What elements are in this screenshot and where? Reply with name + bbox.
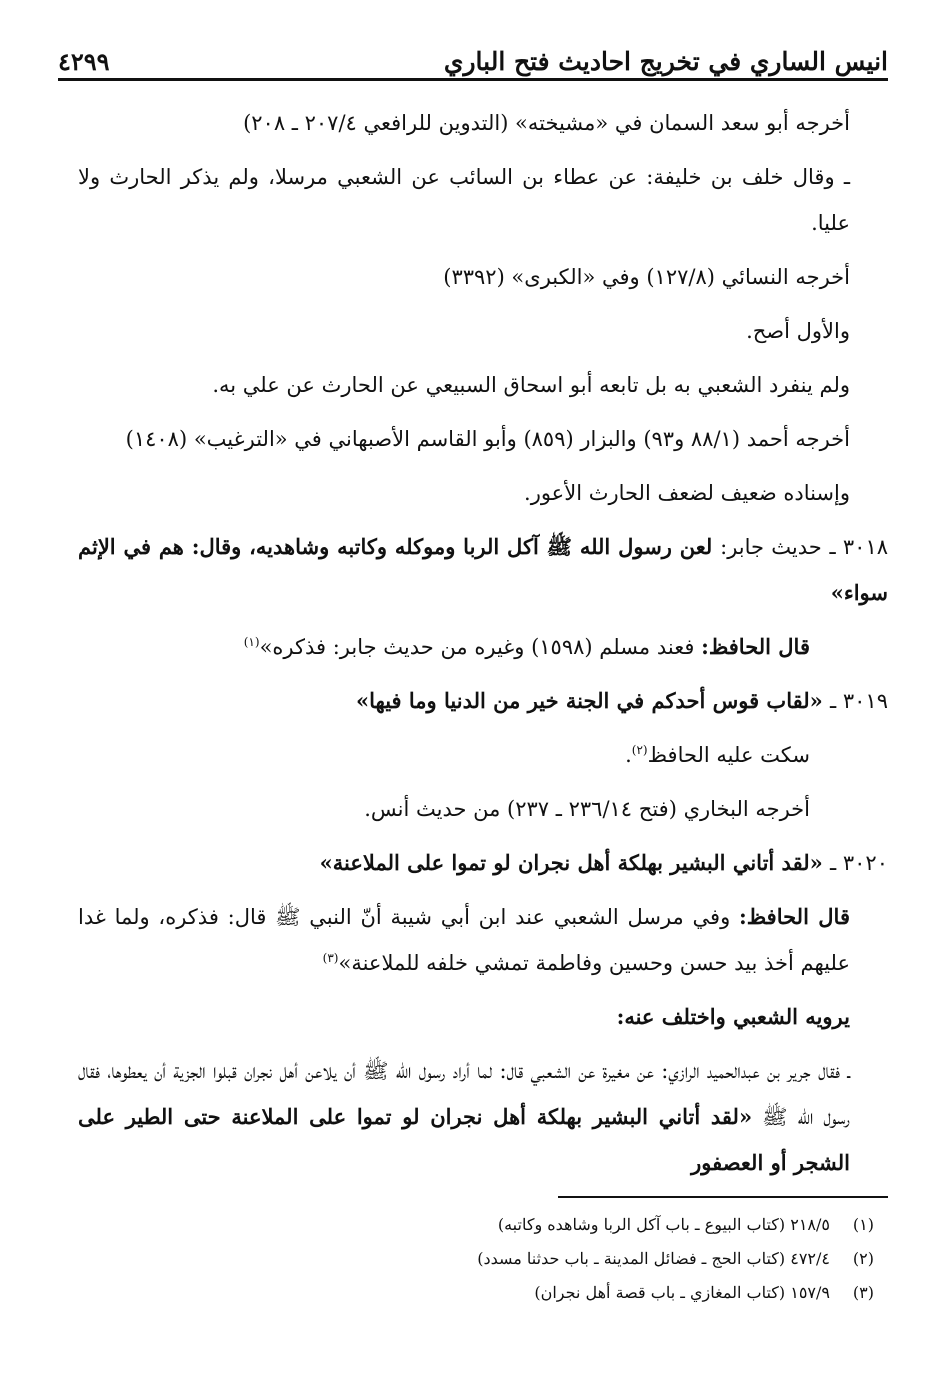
footnote-ref: (٢)	[631, 743, 648, 757]
paragraph-khalaf: ـ وقال خلف بن خليفة: عن عطاء بن السائب عن الشعبي مرسلا، ولم يذكر الحارث ولا عليا.	[78, 165, 850, 235]
footnote-ref: (١)	[243, 635, 260, 649]
hadith-3018	[78, 524, 888, 616]
hadith-number: ٣٠٢٠ ـ	[830, 851, 888, 875]
hadith-intro: حديث جابر:	[720, 535, 822, 559]
hafiz-comment-3020	[78, 894, 888, 986]
footnote-2	[78, 1242, 888, 1276]
subheading-ikhtilaf: يرويه الشعبي واختلف عنه:	[616, 1004, 850, 1029]
hadith-quote: «لقد أتاني البشير بهلكة أهل نجران لو تموا على الملاعنة حتى الطير على الشجر أو العصفور	[78, 1104, 850, 1175]
hadith-3020	[78, 840, 888, 886]
paragraph-verdict: والأول أصح.	[746, 319, 850, 343]
hafiz-label: قال الحافظ:	[701, 634, 810, 659]
hadith-3019	[78, 678, 888, 724]
footnote-number: (٢)	[852, 1249, 874, 1268]
footnote-ref: (٣)	[322, 951, 339, 965]
hafiz-text: وفي مرسل الشعبي عند ابن أبي شيبة أنّ النبي ﷺ قال: فذكره، ولما غدا عليهم أخذ بيد حسن وحسين وفاطمة تمشي خلفه للملاعنة»	[78, 905, 850, 975]
hafiz-text: فعند مسلم (١٥٩٨) وغيره من حديث جابر: فذكره»	[259, 635, 695, 659]
paragraph-jarir	[78, 1048, 888, 1186]
hafiz-note-3019: سكت عليه الحافظ$^{(٢)}$.	[625, 743, 810, 767]
hadith-text: «لقاب قوس أحدكم في الجنة خير من الدنيا وما فيها»	[356, 688, 823, 713]
hafiz-comment-3018	[78, 624, 888, 670]
footnote-number: (٣)	[852, 1283, 874, 1302]
footnote-text: ٤٧٢/٤ (كتاب الحج ـ فضائل المدينة ـ باب حدثنا مسدد)	[477, 1249, 830, 1268]
hafiz-note: سكت عليه الحافظ	[647, 743, 810, 767]
narration-text: ـ فقال جرير بن عبدالحميد الرازي: عن مغيرة عن الشعبي قال: لما أراد رسول الله ﷺ أن يلاعن أهل نجران قبلوا الجزية أن يعطوها، فقال رسول الله ﷺ	[78, 1059, 850, 1129]
hadith-number: ٣٠١٩ ـ	[830, 689, 888, 713]
footnote-text: ٢١٨/٥ (كتاب البيوع ـ باب آكل الربا وشاهده وكاتبه)	[497, 1215, 830, 1234]
takhrij-3019: أخرجه البخاري (فتح ٢٣٦/١٤ ـ ٢٣٧) من حديث أنس.	[364, 797, 810, 821]
footnote-number: (١)	[852, 1215, 874, 1234]
footnotes	[78, 1208, 888, 1310]
hadith-text: لعن رسول الله ﷺ آكل الربا وموكله وكاتبه وشاهديه، وقال: هم في الإثم سواء»	[78, 534, 888, 605]
footnote-text: ١٥٧/٩ (كتاب المغازي ـ باب قصة أهل نجران)	[534, 1283, 830, 1302]
paragraph-isnad-grade: وإسناده ضعيف لضعف الحارث الأعور.	[524, 481, 850, 505]
paragraph-mutaba: ولم ينفرد الشعبي به بل تابعه أبو اسحاق السبيعي عن الحارث عن علي به.	[212, 373, 850, 397]
paragraph-takhrij-nasai: أخرجه النسائي (١٢٧/٨) وفي «الكبرى» (٣٣٩٢)	[443, 265, 850, 289]
paragraph-takhrij-1: أخرجه أبو سعد السمان في «مشيخته» (التدوين للرافعي ٢٠٧/٤ ـ ٢٠٨)	[243, 111, 850, 135]
running-title: انيس الساري في تخريج احاديث فتح الباري	[443, 47, 888, 76]
hadith-text: «لقد أتاني البشير بهلكة أهل نجران لو تموا على الملاعنة»	[319, 850, 823, 875]
hafiz-label: قال الحافظ:	[739, 904, 850, 929]
page-header	[58, 40, 888, 81]
footnote-separator	[558, 1196, 888, 1198]
hadith-number: ٣٠١٨ ـ	[829, 535, 889, 559]
page-body	[78, 100, 888, 1194]
page-number: ٤٢٩٩	[58, 47, 110, 76]
paragraph-takhrij-ahmad: أخرجه أحمد (٨٨/١ و٩٣) والبزار (٨٥٩) وأبو القاسم الأصبهاني في «الترغيب» (١٤٠٨)	[125, 427, 850, 451]
footnote-1	[78, 1208, 888, 1242]
footnote-3	[78, 1276, 888, 1310]
